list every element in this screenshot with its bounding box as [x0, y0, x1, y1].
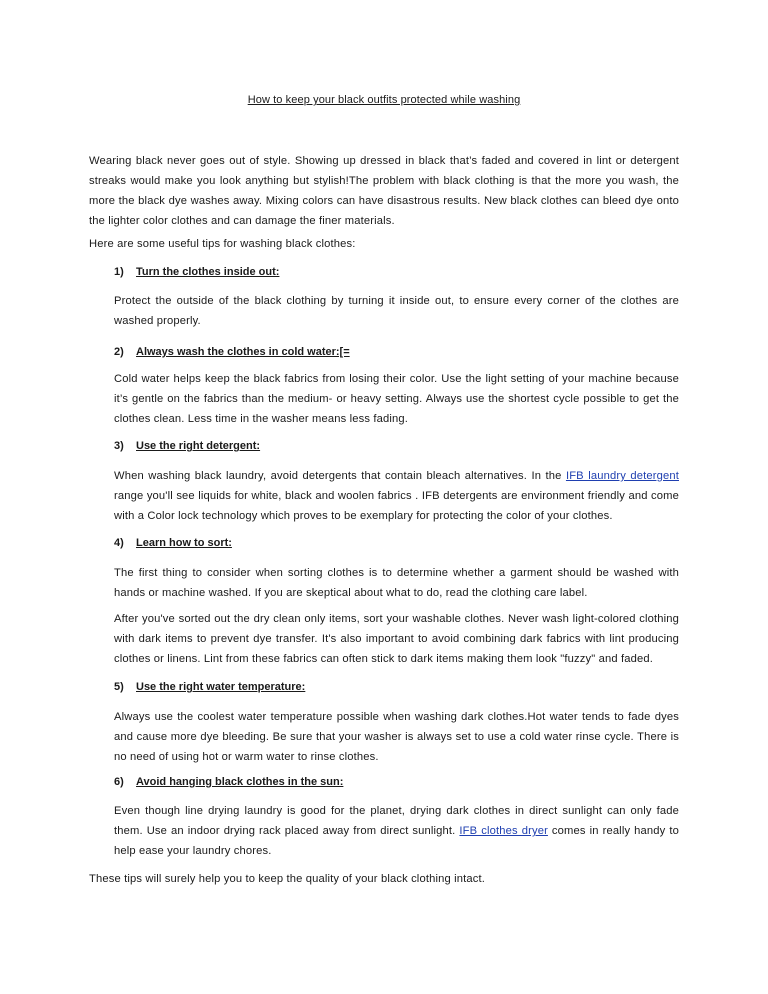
document-title: How to keep your black outfits protected while washing — [247, 94, 521, 106]
tip-paragraph-5: Always use the coolest water temperature possible when washing dark clothes.Hot water tends to fade dyes and cause more dye bleeding. Be sure that your washer is always set to use a cold water rinse cycle. There is no need of using hot or warm water to rinse clothes. — [114, 711, 679, 763]
tip-number: 2) — [114, 346, 124, 358]
tip-heading-4 — [114, 537, 232, 549]
tip-text: range you'll see liquids for white, black and woolen fabrics . IFB detergents are environment friendly and come with a Color lock technology which proves to be exemplary for protecting the color of your clothes. — [114, 490, 679, 522]
tip-heading-5 — [114, 681, 305, 693]
tip-text: When washing black laundry, avoid detergents that contain bleach alternatives. In the — [114, 470, 566, 482]
intro-paragraph: Wearing black never goes out of style. Showing up dressed in black that’s faded and covered in lint or detergent streaks would make you look anything but stylish!The problem with black clothing is that the more you wash, the more the black dye washes away. Mixing colors can have disastrous results. New black clothes can bleed dye onto the lighter color clothes and can damage the finer materials. — [89, 155, 679, 227]
tips-intro: Here are some useful tips for washing black clothes: — [89, 238, 356, 250]
ifb-laundry-detergent-link[interactable]: IFB laundry detergent — [565, 470, 679, 482]
tip-paragraph-3 — [114, 466, 679, 526]
tip-number: 4) — [114, 537, 124, 549]
tip-number: 6) — [114, 776, 124, 788]
tip-heading-label: Turn the clothes inside out: — [136, 266, 280, 278]
tip-heading-3 — [114, 440, 260, 452]
tip-paragraph-2: Cold water helps keep the black fabrics from losing their color. Use the light setting of your machine because it’s gentle on the fabrics than the medium- or heavy setting. Always use the shortest cycle possible to get the clothes clean. Less time in the washer means less fading. — [114, 373, 679, 425]
tip-number: 1) — [114, 266, 124, 278]
tip-heading-label: Always wash the clothes in cold water:[= — [136, 346, 350, 358]
tip-paragraph-4b: After you've sorted out the dry clean only items, sort your washable clothes. Never wash light-colored clothing with dark items to prevent dye transfer. It's also important to avoid combining dark fabrics with lint producing clothes or linens. Lint from these fabrics can often stick to dark items making them look "fuzzy" and faded. — [114, 613, 679, 665]
ifb-clothes-dryer-link[interactable]: IFB clothes dryer — [459, 825, 548, 837]
tip-heading-6 — [114, 776, 343, 788]
tip-heading-label: Use the right water temperature: — [136, 681, 306, 693]
tip-paragraph-6 — [114, 801, 679, 861]
tip-number: 3) — [114, 440, 124, 452]
tip-heading-label: Use the right detergent: — [136, 440, 261, 452]
tip-heading-2 — [114, 346, 350, 358]
tip-paragraph-4: The first thing to consider when sorting clothes is to determine whether a garment should be washed with hands or machine washed. If you are skeptical about what to do, read the clothing care label. — [114, 567, 679, 599]
tip-text: comes in really handy to help ease your laundry chores. — [114, 825, 679, 857]
closing-paragraph: These tips will surely help you to keep the quality of your black clothing intact. — [89, 873, 485, 885]
tip-heading-label: Learn how to sort: — [136, 537, 232, 549]
tip-number: 5) — [114, 681, 124, 693]
tip-heading-label: Avoid hanging black clothes in the sun: — [136, 776, 344, 788]
tip-paragraph-1: Protect the outside of the black clothing by turning it inside out, to ensure every corner of the clothes are washed properly. — [114, 295, 679, 327]
tip-text: Even though line drying laundry is good for the planet, drying dark clothes in direct sunlight can only fade them. Use an indoor drying rack placed away from direct sunlight. — [114, 805, 679, 837]
tip-heading-1 — [114, 266, 279, 278]
